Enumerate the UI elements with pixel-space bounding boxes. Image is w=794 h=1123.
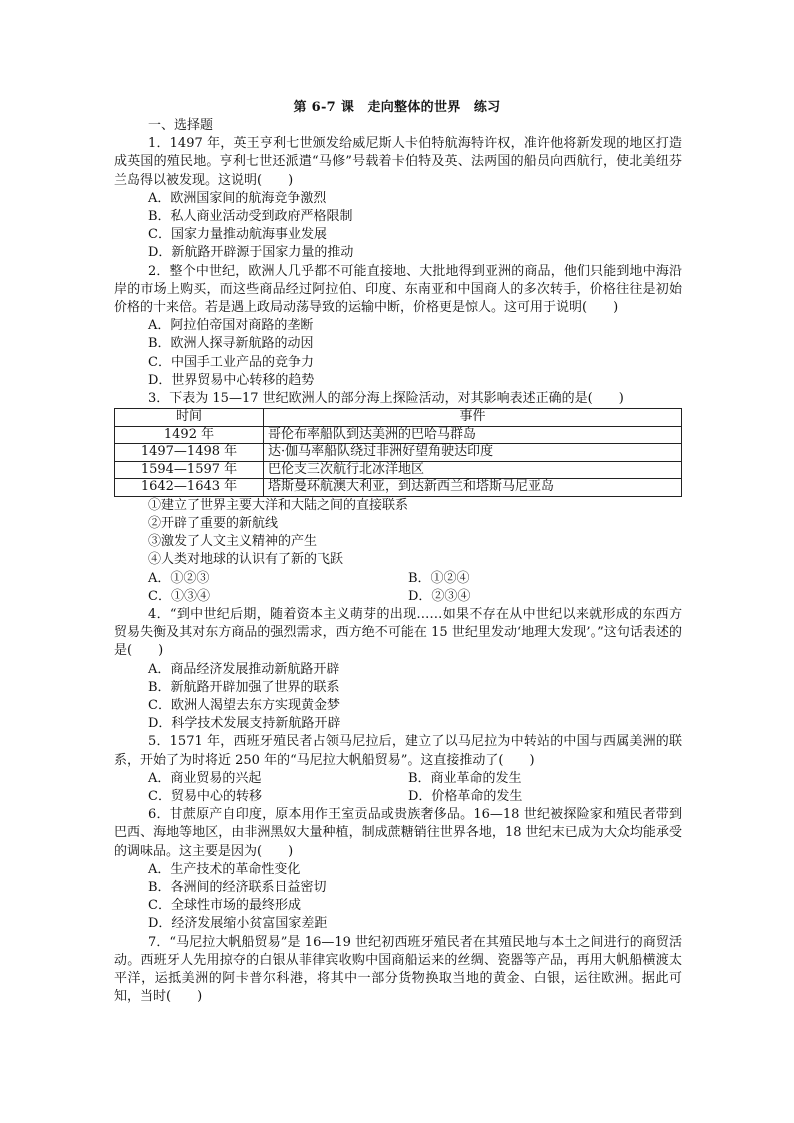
question-3-option-b: B．①②④ <box>408 570 470 586</box>
question-2-option-d: D．世界贸易中心转移的趋势 <box>148 372 315 388</box>
table-row <box>115 461 682 479</box>
question-5-option-a: A．商业贸易的兴起 <box>148 770 262 786</box>
question-3-option-a: A．①②③ <box>148 570 210 586</box>
question-4-option-b: B．新航路开辟加强了世界的联系 <box>148 679 340 695</box>
table-row <box>115 444 682 462</box>
question-1-option-a: A．欧洲国家间的航海竞争激烈 <box>148 190 327 206</box>
table-cell-time: 1492 年 <box>115 426 264 444</box>
question-6-option-d: D．经济发展缩小贫富国家差距 <box>148 916 328 932</box>
table-cell-event: 塔斯曼环航澳大利亚，到达新西兰和塔斯马尼亚岛 <box>264 479 682 497</box>
question-3-statement-4: ④人类对地球的认识有了新的飞跃 <box>148 552 344 568</box>
table-row <box>115 426 682 444</box>
question-1-stem: 1．1497 年，英王亨利七世颁发给威尼斯人卡伯特航海特许权，准许他将新发现的地区打造成英国的殖民地。亨利七世还派遣“马修”号载着卡伯特及英、法两国的船员向西航行，使北美纽芬兰岛得以被发现。这说明( ) <box>114 136 682 188</box>
question-1-option-d: D．新航路开辟源于国家力量的推动 <box>148 245 354 261</box>
table-row <box>115 479 682 497</box>
question-5-options-row-1 <box>114 770 682 788</box>
question-3-statement-2: ②开辟了重要的新航线 <box>148 515 279 531</box>
table-cell-event: 哥伦布率船队到达美洲的巴哈马群岛 <box>264 426 682 444</box>
question-3-statement-1: ①建立了世界主要大洋和大陆之间的直接联系 <box>148 497 409 513</box>
table-cell-time: 1642—1643 年 <box>115 479 264 497</box>
table-header-time: 时间 <box>115 409 264 427</box>
question-4-option-a: A．商品经济发展推动新航路开辟 <box>148 661 340 677</box>
question-3-options-row-1 <box>114 570 682 588</box>
table-cell-event: 巴伦支三次航行北冰洋地区 <box>264 461 682 479</box>
question-3-options-row-2 <box>114 588 682 606</box>
question-2-option-c: C．中国手工业产品的竞争力 <box>148 354 314 370</box>
question-1-option-b: B．私人商业活动受到政府严格限制 <box>148 209 353 225</box>
table-cell-time: 1594—1597 年 <box>115 461 264 479</box>
table-cell-event: 达·伽马率船队绕过非洲好望角驶达印度 <box>264 444 682 462</box>
question-5-options-row-2 <box>114 788 682 806</box>
table-header-row <box>115 409 682 427</box>
question-6-option-c: C．全球性市场的最终形成 <box>148 898 301 914</box>
question-3-option-c: C．①③④ <box>148 588 210 604</box>
table-cell-time: 1497—1498 年 <box>115 444 264 462</box>
exploration-table <box>114 408 682 497</box>
question-5-option-d: D．价格革命的发生 <box>408 789 523 804</box>
question-3-option-d: D．②③④ <box>408 588 471 604</box>
question-4-option-d: D．科学技术发展支持新航路开辟 <box>148 716 341 732</box>
question-2-option-a: A．阿拉伯帝国对商路的垄断 <box>148 318 314 334</box>
question-7-stem: 7．“马尼拉大帆船贸易”是 16—19 世纪初西班牙殖民者在其殖民地与本土之间进行的商贸活动。西班牙人先用掠夺的白银从菲律宾收购中国商船运来的丝绸、瓷器等产品，再用大帆船横渡太平洋，运抵美洲的阿卡普尔科港，将其中一部分货物换取当地的黄金、白银，运往欧洲。据此可知，当时( ) <box>114 934 682 1005</box>
question-2-option-b: B．欧洲人探寻新航路的动因 <box>148 336 314 352</box>
question-6-stem: 6．甘蔗原产自印度，原本用作王室贡品或贵族奢侈品。16—18 世纪被探险家和殖民者带到巴西、海地等地区，由非洲黑奴大量种植，制成蔗糖销往世界各地，18 世纪末已成为大众均能承受的调味品。这主要是因为( ) <box>114 807 682 859</box>
question-6-option-b: B．各洲间的经济联系日益密切 <box>148 880 327 896</box>
question-4-option-c: C．欧洲人渴望去东方实现黄金梦 <box>148 697 340 713</box>
question-1-option-c: C．国家力量推动航海事业发展 <box>148 227 327 243</box>
question-6-option-a: A．生产技术的革命性变化 <box>148 861 301 877</box>
question-3-statement-3: ③激发了人文主义精神的产生 <box>148 534 318 550</box>
question-5-option-b: B．商业革命的发生 <box>408 770 522 786</box>
page-title: 第 6-7 课 走向整体的世界 练习 <box>293 100 501 115</box>
question-3-stem: 3．下表为 15—17 世纪欧洲人的部分海上探险活动，对其影响表述正确的是( ) <box>148 391 624 407</box>
worksheet-content <box>114 117 682 1006</box>
section-heading: 一、选择题 <box>148 118 214 133</box>
question-2-stem: 2．整个中世纪，欧洲人几乎都不可能直接地、大批地得到亚洲的商品，他们只能到地中海沿岸的市场上购买，而这些商品经过阿拉伯、印度、东南亚和中国商人的多次转手，价格往往是初始价格的十来倍。若是遇上政局动荡导致的运输中断，价格更是惊人。这可用于说明( ) <box>114 263 682 316</box>
question-4-stem: 4．“到中世纪后期，随着资本主义萌芽的出现……如果不存在从中世纪以来就形成的东西方贸易失衡及其对东方商品的强烈需求，西方绝不可能在 15 世纪里发动‘地理大发现’。”这句话表述的是( ) <box>114 606 682 659</box>
question-5-stem: 5．1571 年，西班牙殖民者占领马尼拉后，建立了以马尼拉为中转站的中国与西属美洲的联系，开始了为时将近 250 年的“马尼拉大帆船贸易”。这直接推动了( ) <box>114 734 682 768</box>
question-5-option-c: C．贸易中心的转移 <box>148 789 262 804</box>
table-header-event: 事件 <box>264 409 682 427</box>
